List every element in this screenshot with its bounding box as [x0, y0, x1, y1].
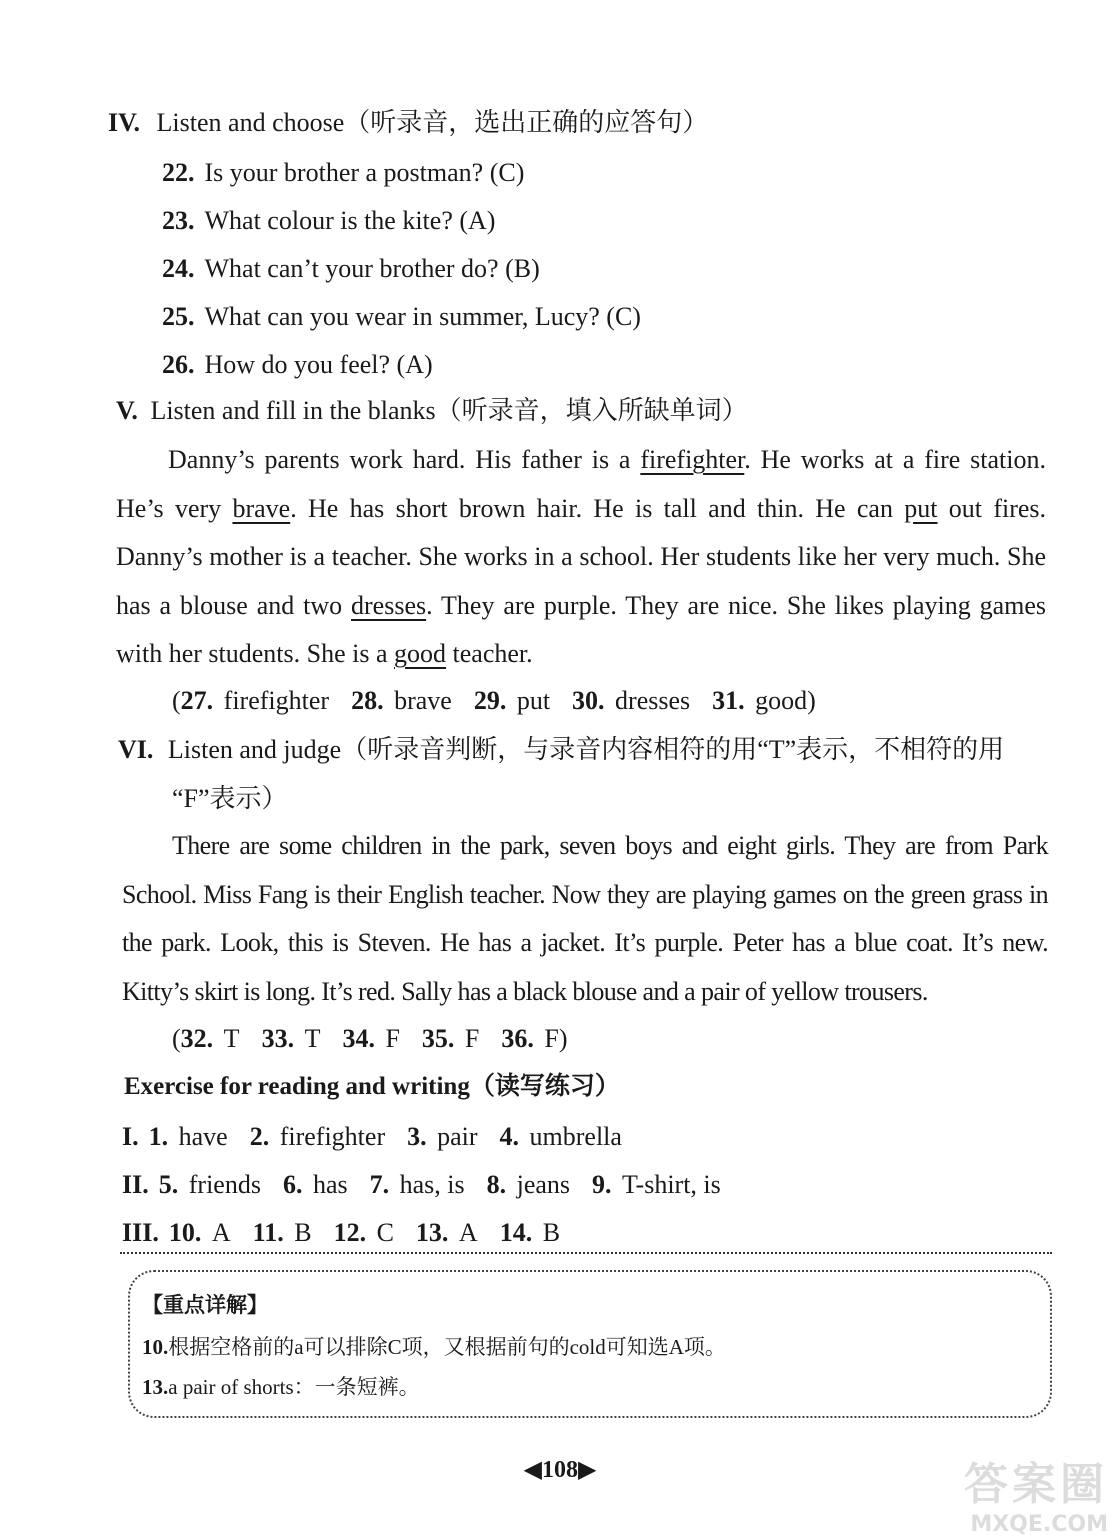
watermark-text-bottom: MXQE.COM: [970, 1512, 1108, 1537]
question-number: 26.: [162, 350, 195, 379]
answer-value: firefighter: [279, 1122, 386, 1151]
passage-text: out fires. Danny’s mother is a teacher. She works in a school. Her students like her very much. She has a blouse and two: [116, 493, 1047, 620]
answer-row-iii: [122, 1216, 560, 1250]
answer-value: brave: [394, 686, 452, 715]
answer-item: [500, 1218, 560, 1247]
answer-item: [416, 1218, 478, 1247]
answer-number: 8.: [486, 1170, 507, 1199]
answer-value: B: [294, 1218, 312, 1247]
answer-value: dresses: [615, 686, 691, 715]
passage-text: . They are purple. They are nice. She likes playing games with her students. She is a: [116, 590, 1047, 668]
answer-row-label: II.: [122, 1170, 149, 1199]
question-item: [162, 348, 433, 382]
key-point-text: a pair of shorts：一条短裤。: [168, 1375, 420, 1399]
watermark-logo: [958, 1448, 1108, 1537]
answer-number: 32.: [180, 1024, 214, 1053]
section-iv-heading: [108, 106, 708, 140]
answer-value: A: [211, 1218, 231, 1247]
answer-item: [572, 686, 690, 715]
passage-text: . He works at a fire station. He’s very: [116, 445, 1046, 523]
section-v-title: Listen and fill in the blanks（听录音，填入所缺单词）: [150, 396, 748, 425]
answer-value: good): [755, 686, 816, 715]
answer-item: [592, 1170, 721, 1199]
reading-writing-heading: Exercise for reading and writing（读写练习）: [124, 1073, 620, 1100]
answer-value: A: [458, 1218, 478, 1247]
answer-number: 1.: [148, 1122, 169, 1151]
answer-number: 9.: [592, 1170, 612, 1199]
passage-text: . He has short brown hair. He is tall and thin. He can: [290, 493, 905, 523]
question-number: 24.: [162, 254, 195, 283]
blank-answer-put: put: [904, 493, 938, 523]
answer-item: [250, 1122, 385, 1151]
key-point-number: 10.: [142, 1335, 169, 1359]
section-v-answers: [172, 684, 816, 718]
answer-number: 31.: [712, 686, 745, 715]
answer-item: [500, 1122, 622, 1151]
answer-value: firefighter: [223, 686, 330, 715]
answer-row-ii: [122, 1168, 721, 1202]
page-number: ◀108▶: [523, 1457, 597, 1483]
answer-number: 2.: [249, 1122, 270, 1151]
answer-value: T-shirt, is: [622, 1170, 721, 1199]
key-point-number: 13.: [142, 1375, 169, 1399]
key-point-10: [142, 1332, 726, 1362]
passage-text: teacher.: [446, 639, 533, 668]
question-number: 25.: [162, 302, 195, 331]
answer-item: [169, 1218, 231, 1247]
answer-item: [422, 1024, 479, 1053]
answer-item: [159, 1170, 261, 1199]
question-number: 22.: [162, 158, 195, 187]
blank-answer-good: good: [394, 639, 447, 668]
section-vi-answers: [172, 1022, 568, 1056]
answer-item: [712, 686, 816, 715]
key-points-title: 【重点详解】: [142, 1293, 268, 1317]
answer-number: 33.: [261, 1024, 295, 1053]
question-text: What colour is the kite? (A): [204, 206, 496, 235]
answer-value: C: [376, 1218, 394, 1247]
answer-value: friends: [188, 1170, 261, 1199]
answer-number: 7.: [369, 1170, 390, 1199]
section-v-passage: [116, 436, 1046, 679]
answer-item: [351, 686, 452, 715]
answer-item: [181, 686, 329, 715]
answer-value: F: [385, 1024, 400, 1053]
section-vi-number: VI.: [118, 735, 154, 764]
answer-value: T: [223, 1024, 240, 1053]
answer-item: [334, 1218, 394, 1247]
answer-number: 27.: [180, 686, 214, 715]
question-item: [162, 156, 524, 190]
answer-number: 12.: [333, 1218, 367, 1247]
answer-number: 11.: [252, 1218, 284, 1247]
answer-number: 14.: [499, 1218, 533, 1247]
passage-text: Danny’s parents work hard. His father is a: [168, 445, 641, 474]
answer-item: [407, 1122, 477, 1151]
section-vi-heading: [118, 733, 1004, 767]
question-text: Is your brother a postman? (C): [204, 158, 525, 187]
answer-item: [149, 1122, 228, 1151]
section-v-number: V.: [116, 396, 138, 425]
answer-number: 34.: [342, 1024, 375, 1053]
blank-answer-firefighter: firefighter: [640, 445, 745, 474]
answer-item: [262, 1024, 321, 1053]
blank-answer-brave: brave: [232, 493, 291, 523]
answer-number: 28.: [351, 686, 384, 715]
answer-row-label: I.: [122, 1122, 139, 1151]
answer-value: pair: [437, 1122, 478, 1151]
section-v-heading: [116, 394, 748, 428]
answer-item: [342, 1024, 399, 1053]
answer-item: [487, 1170, 570, 1199]
answer-row-label: III.: [122, 1218, 159, 1247]
watermark-text-top: 答案圈: [964, 1459, 1108, 1510]
answer-number: 4.: [499, 1122, 520, 1151]
answer-value: F: [464, 1024, 480, 1053]
key-point-13: [142, 1372, 420, 1402]
answer-value: F): [544, 1024, 568, 1053]
answer-number: 10.: [168, 1218, 202, 1247]
answer-value: jeans: [516, 1170, 571, 1199]
key-points-box: [128, 1270, 1052, 1418]
answer-number: 30.: [572, 686, 605, 715]
question-text: What can’t your brother do? (B): [204, 254, 540, 283]
answer-number: 6.: [282, 1170, 303, 1199]
answer-item: [474, 686, 550, 715]
dotted-divider: [120, 1252, 1052, 1254]
question-item: [162, 300, 641, 334]
answer-open-paren: (: [172, 686, 181, 715]
answer-item: [501, 1024, 567, 1053]
section-vi-passage: There are some children in the park, seven boys and eight girls. They are from Park School. Miss Fang is their English teacher. Now they are playing games on the green grass in the park. Look, this is Steven. He has a jacket. It’s purple. Peter has a blue coat. It’s new. Kitty’s skirt is long. It’s red. Sally has a black blouse and a pair of yellow trousers.: [122, 831, 1048, 1006]
answer-number: 5.: [158, 1170, 179, 1199]
answer-value: have: [178, 1122, 228, 1151]
answer-value: T: [304, 1024, 321, 1053]
answer-number: 36.: [501, 1024, 534, 1053]
question-number: 23.: [162, 206, 195, 235]
question-text: What can you wear in summer, Lucy? (C): [204, 302, 641, 331]
answer-number: 3.: [407, 1122, 427, 1151]
answer-item: [253, 1218, 312, 1247]
answer-item: [283, 1170, 348, 1199]
answer-number: 35.: [421, 1024, 455, 1053]
question-item: [162, 204, 495, 238]
answer-item: [370, 1170, 465, 1199]
answer-value: B: [542, 1218, 561, 1247]
section-iv-title: Listen and choose（听录音，选出正确的应答句）: [156, 108, 709, 137]
answer-item: [181, 1024, 240, 1053]
blank-answer-dresses: dresses: [351, 590, 427, 620]
section-vi-title-line1: Listen and judge（听录音判断，与录音内容相符的用“T”表示，不相符的用: [167, 735, 1005, 764]
question-text: How do you feel? (A): [204, 350, 433, 379]
answer-value: has, is: [399, 1170, 465, 1199]
section-vi-title-line2: “F”表示）: [172, 784, 288, 813]
answer-value: umbrella: [529, 1122, 622, 1151]
answer-value: has: [312, 1170, 348, 1199]
key-point-text: 根据空格前的a可以排除C项，又根据前句的cold可知选A项。: [168, 1335, 726, 1359]
answer-value: put: [516, 686, 551, 715]
answer-number: 13.: [415, 1218, 449, 1247]
answer-row-i: [122, 1120, 622, 1154]
section-iv-number: IV.: [108, 108, 141, 137]
question-item: [162, 252, 540, 286]
answer-open-paren: (: [172, 1024, 181, 1053]
answer-number: 29.: [473, 686, 507, 715]
